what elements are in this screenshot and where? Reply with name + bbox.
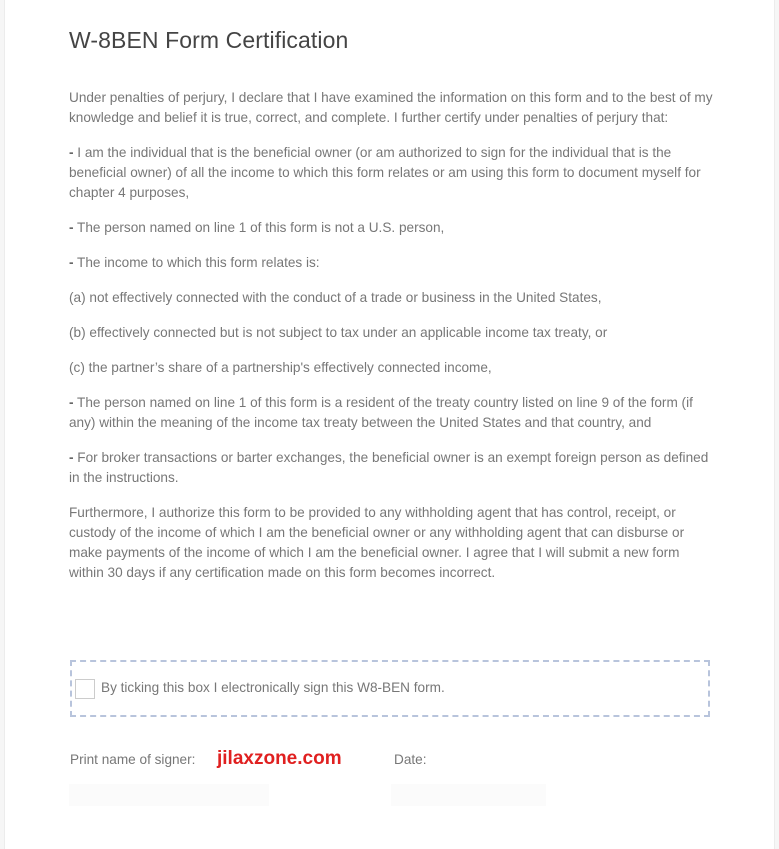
certification-paragraph [69,218,714,238]
bullet-mark: - [69,255,74,270]
e-signature-label: By ticking this box I electronically sign this W8-BEN form. [101,680,445,695]
paragraph-text: The person named on line 1 of this form is not a U.S. person, [73,220,445,235]
watermark-text: jilaxzone.com [217,748,342,769]
paragraph-text: For broker transactions or barter exchanges, the beneficial owner is an exempt foreign person as defined in the instructions. [69,450,709,485]
bullet-mark: - [69,220,74,235]
e-signature-checkbox[interactable] [75,679,95,699]
date-label: Date: [394,752,427,767]
paragraph-text: The person named on line 1 of this form is a resident of the treaty country listed on line 9 of the form (if any) within the meaning of the income tax treaty between the United States and that country, and [69,395,693,430]
bullet-mark: - [69,395,74,410]
paragraph-text: Furthermore, I authorize this form to be provided to any withholding agent that has control, receipt, or custody of the income of which I am the beneficial owner or any withholding agent that can disburse or make payments of the income of which I am the beneficial owner. I agree that I will submit a new form within 30 days if any certification made on this form becomes incorrect. [69,505,685,580]
certification-text [69,88,714,598]
bullet-mark: - [69,145,74,160]
form-sheet [4,0,775,849]
certification-paragraph [69,358,714,378]
certification-paragraph [69,143,714,203]
paragraph-text: Under penalties of perjury, I declare that I have examined the information on this form and to the best of my knowledge and belief it is true, correct, and complete. I further certify under penalties of perjury that: [69,90,713,125]
signer-name-input[interactable] [69,784,269,806]
certification-paragraph [69,323,714,343]
form-title: W-8BEN Form Certification [69,27,349,53]
paragraph-text: I am the individual that is the beneficial owner (or am authorized to sign for the individual that is the beneficial owner) of all the income to which this form relates or am using this form to document myself for chapter 4 purposes, [69,145,701,200]
date-input[interactable] [391,784,546,806]
certification-paragraph [69,253,714,273]
e-signature-box [70,660,710,717]
certification-paragraph [69,448,714,488]
certification-paragraph [69,88,714,128]
paragraph-text: The income to which this form relates is: [73,255,320,270]
bullet-mark: - [69,450,74,465]
signer-name-label: Print name of signer: [70,752,196,767]
certification-paragraph [69,393,714,433]
paragraph-text: (b) effectively connected but is not subject to tax under an applicable income tax treaty, or [69,325,608,340]
certification-paragraph [69,288,714,308]
certification-paragraph [69,503,714,583]
paragraph-text: (a) not effectively connected with the conduct of a trade or business in the United States, [69,290,602,305]
paragraph-text: (c) the partner’s share of a partnership's effectively connected income, [69,360,492,375]
